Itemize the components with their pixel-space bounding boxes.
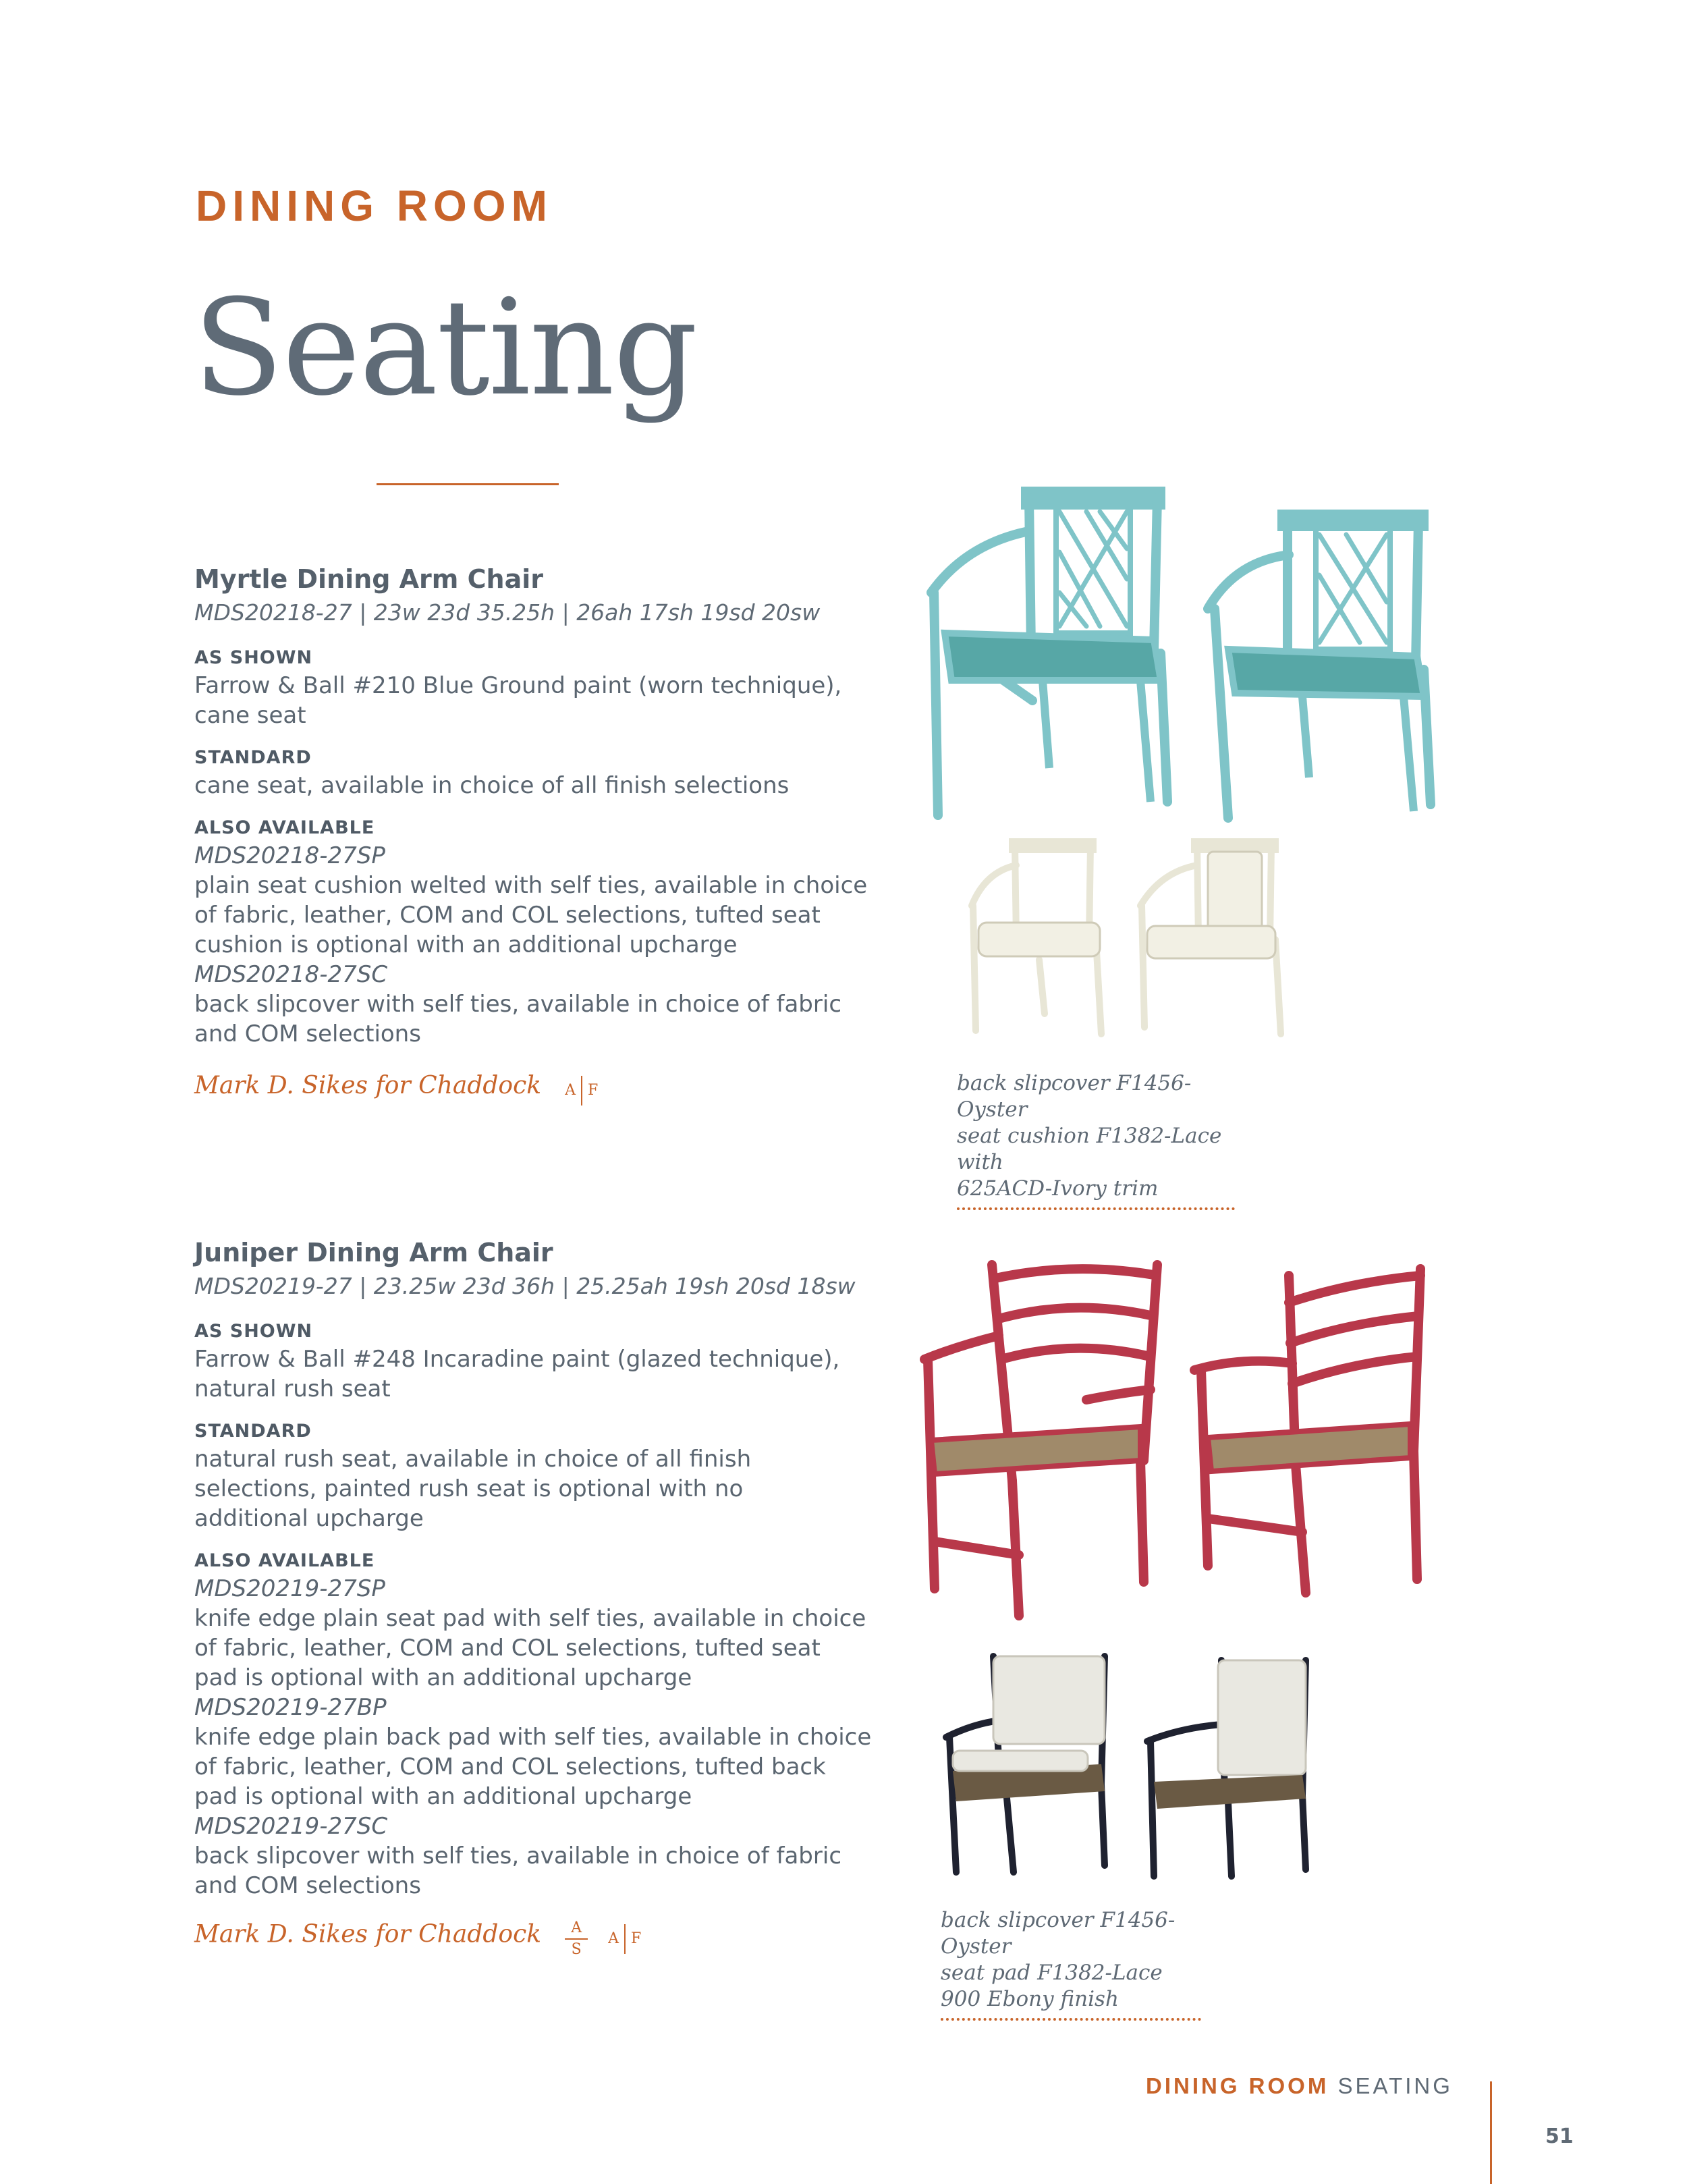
black-chair-slipcover-image xyxy=(1140,1654,1329,1883)
brand-row xyxy=(194,1919,910,1959)
title-divider xyxy=(377,483,559,485)
page-title: Seating xyxy=(193,271,697,425)
finish-caption xyxy=(941,1907,1201,2021)
option-sku: MDS20218-27SC xyxy=(194,961,388,988)
caption-line: back slipcover F1456-Oyster xyxy=(941,1908,1176,1959)
section-kicker: DINING ROOM xyxy=(196,182,553,230)
running-footer xyxy=(1146,2073,1453,2099)
product-juniper xyxy=(194,1235,910,1959)
blue-chair-front-image xyxy=(924,485,1194,822)
option-line: plain seat cushion welted with self ties, available in choice xyxy=(194,872,868,899)
option-sku: MDS20219-27SC xyxy=(194,1813,388,1840)
as-shown-label: AS SHOWN xyxy=(194,1321,313,1342)
footer-divider xyxy=(1490,2081,1492,2184)
brand-row xyxy=(194,1072,910,1105)
option-line: pad is optional with an additional upcharge xyxy=(194,1664,692,1691)
as-shown-line: natural rush seat xyxy=(194,1375,391,1402)
option-line: of fabric, leather, COM and COL selections, tufted back xyxy=(194,1753,826,1780)
as-shown-label: AS SHOWN xyxy=(194,647,313,668)
also-available-label: ALSO AVAILABLE xyxy=(194,817,375,838)
footer-section: DINING ROOM xyxy=(1146,2073,1329,2098)
option-line: of fabric, leather, COM and COL selections, tufted seat xyxy=(194,1635,821,1662)
af-mark-icon: A F xyxy=(608,1924,641,1954)
finish-caption xyxy=(957,1070,1235,1210)
red-chair-angle-image xyxy=(1188,1262,1444,1600)
option-line: back slipcover with self ties, available in choice of fabric xyxy=(194,1842,842,1869)
option-line: pad is optional with an additional upcharge xyxy=(194,1783,692,1810)
blue-chair-angle-image xyxy=(1201,508,1458,831)
option-line: knife edge plain seat pad with self ties, available in choice xyxy=(194,1605,866,1632)
as-shown-line: Farrow & Ball #210 Blue Ground paint (worn technique), xyxy=(194,672,842,699)
product-name: Myrtle Dining Arm Chair xyxy=(194,564,543,594)
brand-name: Mark D. Sikes for Chaddock xyxy=(194,1072,542,1099)
standard-line: additional upcharge xyxy=(194,1505,424,1532)
black-chair-image xyxy=(939,1649,1128,1879)
standard-label: STANDARD xyxy=(194,747,312,768)
white-chair-image xyxy=(958,838,1140,1041)
as-shown-line: Farrow & Ball #248 Incaradine paint (glazed technique), xyxy=(194,1346,840,1373)
caption-line: back slipcover F1456-Oyster xyxy=(957,1071,1192,1122)
option-line: and COM selections xyxy=(194,1020,421,1047)
white-chair-slipcover-image xyxy=(1127,838,1302,1041)
option-line: and COM selections xyxy=(194,1872,421,1899)
red-chair-front-image xyxy=(918,1258,1174,1622)
page-number: 51 xyxy=(1545,2125,1574,2148)
option-sku: MDS20218-27SP xyxy=(194,842,385,869)
option-line: cushion is optional with an additional upcharge xyxy=(194,931,738,958)
also-available-label: ALSO AVAILABLE xyxy=(194,1550,375,1571)
product-myrtle xyxy=(194,562,910,1105)
caption-line: 900 Ebony finish xyxy=(941,1987,1119,2011)
caption-line: seat cushion F1382-Lace with xyxy=(957,1124,1222,1174)
as-mark-icon: $\frac{A}{S}$ xyxy=(565,1919,588,1959)
option-line: of fabric, leather, COM and COL selections, tufted seat xyxy=(194,902,821,929)
brand-name: Mark D. Sikes for Chaddock xyxy=(194,1920,542,1948)
caption-line: 625ACD-Ivory trim xyxy=(957,1176,1159,1201)
product-name: Juniper Dining Arm Chair xyxy=(194,1238,553,1267)
product-code: MDS20218-27 | 23w 23d 35.25h | 26ah 17sh 19sd 20sw xyxy=(194,599,821,626)
option-line: back slipcover with self ties, available in choice of fabric xyxy=(194,991,842,1018)
option-sku: MDS20219-27BP xyxy=(194,1694,387,1721)
standard-label: STANDARD xyxy=(194,1421,312,1442)
option-sku: MDS20219-27SP xyxy=(194,1575,385,1602)
standard-line: cane seat, available in choice of all finish selections xyxy=(194,772,790,799)
standard-line: natural rush seat, available in choice of all finish xyxy=(194,1446,752,1473)
option-line: knife edge plain back pad with self ties, available in choice xyxy=(194,1724,872,1751)
standard-line: selections, painted rush seat is optional with no xyxy=(194,1475,744,1502)
af-mark-icon: A F xyxy=(565,1076,598,1105)
caption-line: seat pad F1382-Lace xyxy=(941,1961,1163,1985)
product-code: MDS20219-27 | 23.25w 23d 36h | 25.25ah 19sh 20sd 18sw xyxy=(194,1273,856,1299)
footer-subsection: SEATING xyxy=(1337,2073,1453,2098)
as-shown-line: cane seat xyxy=(194,702,306,729)
